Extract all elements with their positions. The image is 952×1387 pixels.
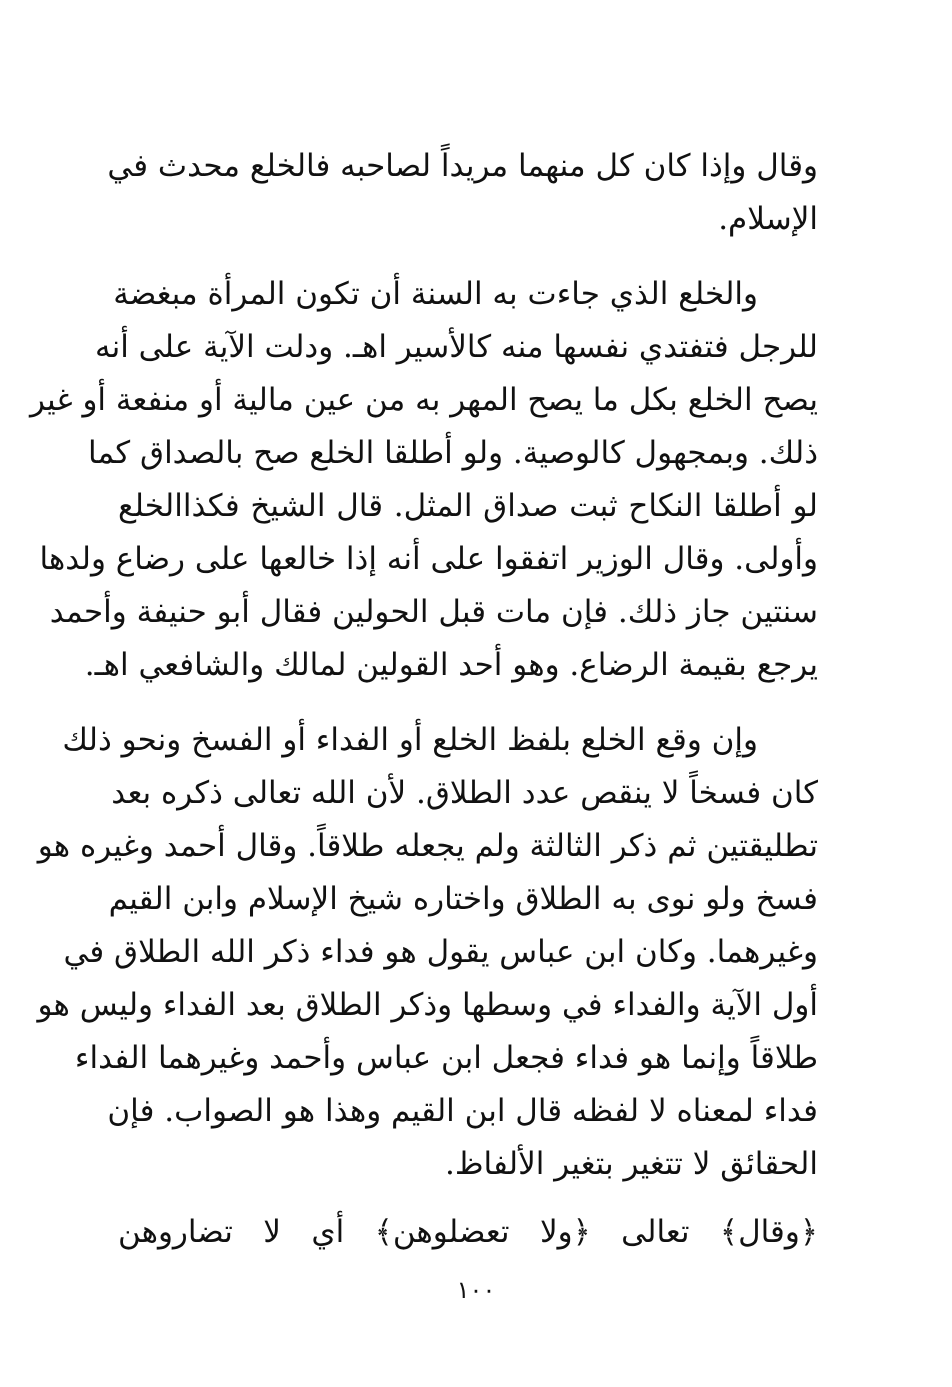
text-line: تطليقتين ثم ذكر الثالثة ولم يجعله طلاقاً. وقال أحمد وغيره هو [37, 828, 818, 864]
paragraph-3 [37, 714, 818, 1191]
text-line: وغيرهما. وكان ابن عباس يقول هو فداء ذكر الله الطلاق في [63, 934, 818, 970]
paragraph-1 [107, 140, 818, 246]
text-line: وأولى. وقال الوزير اتفقوا على أنه إذا خالعها على رضاع ولدها [39, 541, 818, 577]
text-line: لو أطلقا النكاح ثبت صداق المثل. قال الشيخ فكذاالخلع [118, 488, 818, 524]
text-line: سنتين جاز ذلك. فإن مات قبل الحولين فقال أبو حنيفة وأحمد [49, 594, 818, 630]
paragraph-2 [29, 268, 818, 692]
page-number: ١٠٠ [456, 1276, 496, 1304]
text-line: والخلع الذي جاءت به السنة أن تكون المرأة مبغضة [113, 276, 758, 312]
text-line: وإن وقع الخلع بلفظ الخلع أو الفداء أو الفسخ ونحو ذلك [62, 722, 758, 758]
text-line: طلاقاً وإنما هو فداء فجعل ابن عباس وأحمد وغيرهما الفداء [74, 1040, 818, 1076]
text-line: يصح الخلع بكل ما يصح المهر به من عين مالية أو منفعة أو غير [29, 382, 818, 418]
text-line: ﴿وقال﴾ تعالى ﴿ولا تعضلوهن﴾ أي لا تضاروهن [118, 1214, 818, 1250]
text-line: يرجع بقيمة الرضاع. وهو أحد القولين لمالك والشافعي اهـ. [84, 647, 818, 683]
text-line: الحقائق لا تتغير بتغير الألفاظ. [445, 1146, 818, 1182]
text-line: وقال وإذا كان كل منهما مريداً لصاحبه فالخلع محدث في [107, 148, 818, 184]
text-line: فسخ ولو نوى به الطلاق واختاره شيخ الإسلام وابن القيم [108, 881, 818, 917]
text-line: للرجل فتفتدي نفسها منه كالأسير اهـ. ودلت الآية على أنه [94, 329, 818, 365]
paragraph-4 [118, 1206, 818, 1259]
text-line: ذلك. وبمجهول كالوصية. ولو أطلقا الخلع صح بالصداق كما [88, 435, 818, 471]
text-line: أول الآية والفداء في وسطها وذكر الطلاق بعد الفداء وليس هو [37, 987, 818, 1023]
page-body [29, 140, 818, 1310]
text-line: الإسلام. [718, 201, 818, 237]
text-line: فداء لمعناه لا لفظه قال ابن القيم وهذا هو الصواب. فإن [107, 1093, 818, 1129]
text-line: كان فسخاً لا ينقص عدد الطلاق. لأن الله تعالى ذكره بعد [111, 775, 818, 811]
